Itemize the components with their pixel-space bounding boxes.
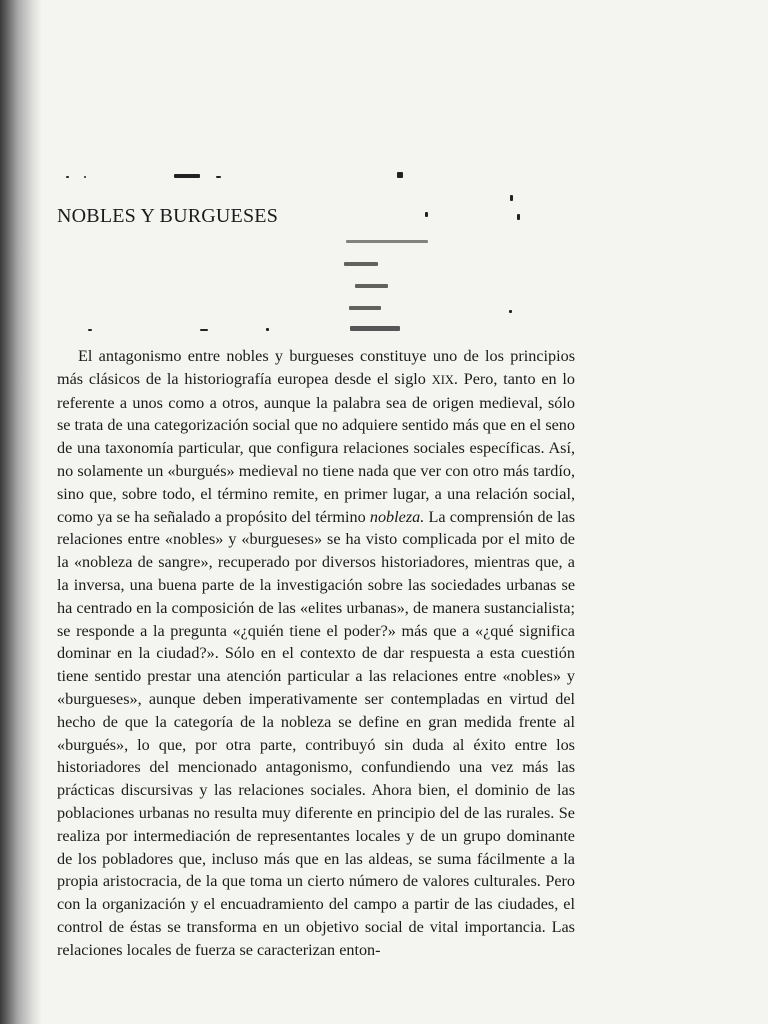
paragraph-text: . Pero, tanto en lo referente a unos como a otros, aunque la palabra sea de origen medieval, sólo se trata de una categorización social que no adquiere sentido más que en el seno de una taxonomía particular, que configura relaciones sociales específicas. Así, no solamente un «burgués» medieval no tiene nada que ver con otro más tardío, sino que, sobre todo, el término remite, en primer lugar, a una relación social, como ya se ha señalado a propósito del término [57,369,575,526]
paragraph-text: El antagonismo entre nobles y burgueses constituye uno de los principios más clásicos de la historiografía europea desde el siglo [57,347,575,388]
body-text [57,345,575,962]
scan-speck [174,174,200,178]
paragraph [57,345,575,962]
chapter-title: NOBLES Y BURGUESES [57,205,279,227]
scan-speck [425,212,428,217]
scan-speck [349,306,381,310]
scan-speck [66,176,69,178]
scan-speck [84,176,86,178]
italic-term: nobleza. [369,507,425,526]
scan-speck [216,176,221,178]
scan-speck [510,195,513,201]
scan-speck [355,284,388,288]
century-numeral: XIX [431,372,454,387]
scan-speck [200,329,208,331]
scan-speck [346,240,428,243]
scan-speck [517,214,520,220]
scan-speck [350,326,400,331]
scan-speck [88,329,92,331]
scan-speck [266,328,269,331]
scan-speck [509,310,512,313]
scan-speck [344,262,378,266]
paragraph-text: La comprensión de las relaciones entre «nobles» y «burgueses» se ha visto complicada por el mito de la «nobleza de sangre», recuperado por diversos historiadores, mientras que, a la inversa, una buena parte de la investigación sobre las sociedades urbanas se ha centrado en la composición de las «elites urbanas», de manera sustancialista; se responde a la pregunta «¿quién tiene el poder?» más que a «¿qué significa dominar en la ciudad?». Sólo en el contexto de dar respuesta a esta cuestión tiene sentido prestar una atención particular a las relaciones entre «nobles» y «burgueses», aunque deben imperativamente ser contempladas en virtud del hecho de que la categoría de la nobleza se define en gran medida frente al «burgués», lo que, por otra parte, contribuyó sin duda al éxito entre los historiadores del mencionado antagonismo, confundiendo una vez más las prácticas discursivas y las relaciones sociales. Ahora bien, el dominio de las poblaciones urbanas no resulta muy diferente en principio del de las rurales. Se realiza por intermediación de representantes locales y de un grupo dominante de los pobladores que, incluso más que en las aldeas, se suma fácilmente a la propia aristocracia, de la que toma un cierto número de valores culturales. Pero con la organización y el encuadramiento del campo a partir de las ciudades, el control de éstas se transforma en un objetivo social de vital importancia. Las relaciones locales de fuerza se caracterizan enton- [57,507,575,959]
scan-speck [397,172,403,178]
